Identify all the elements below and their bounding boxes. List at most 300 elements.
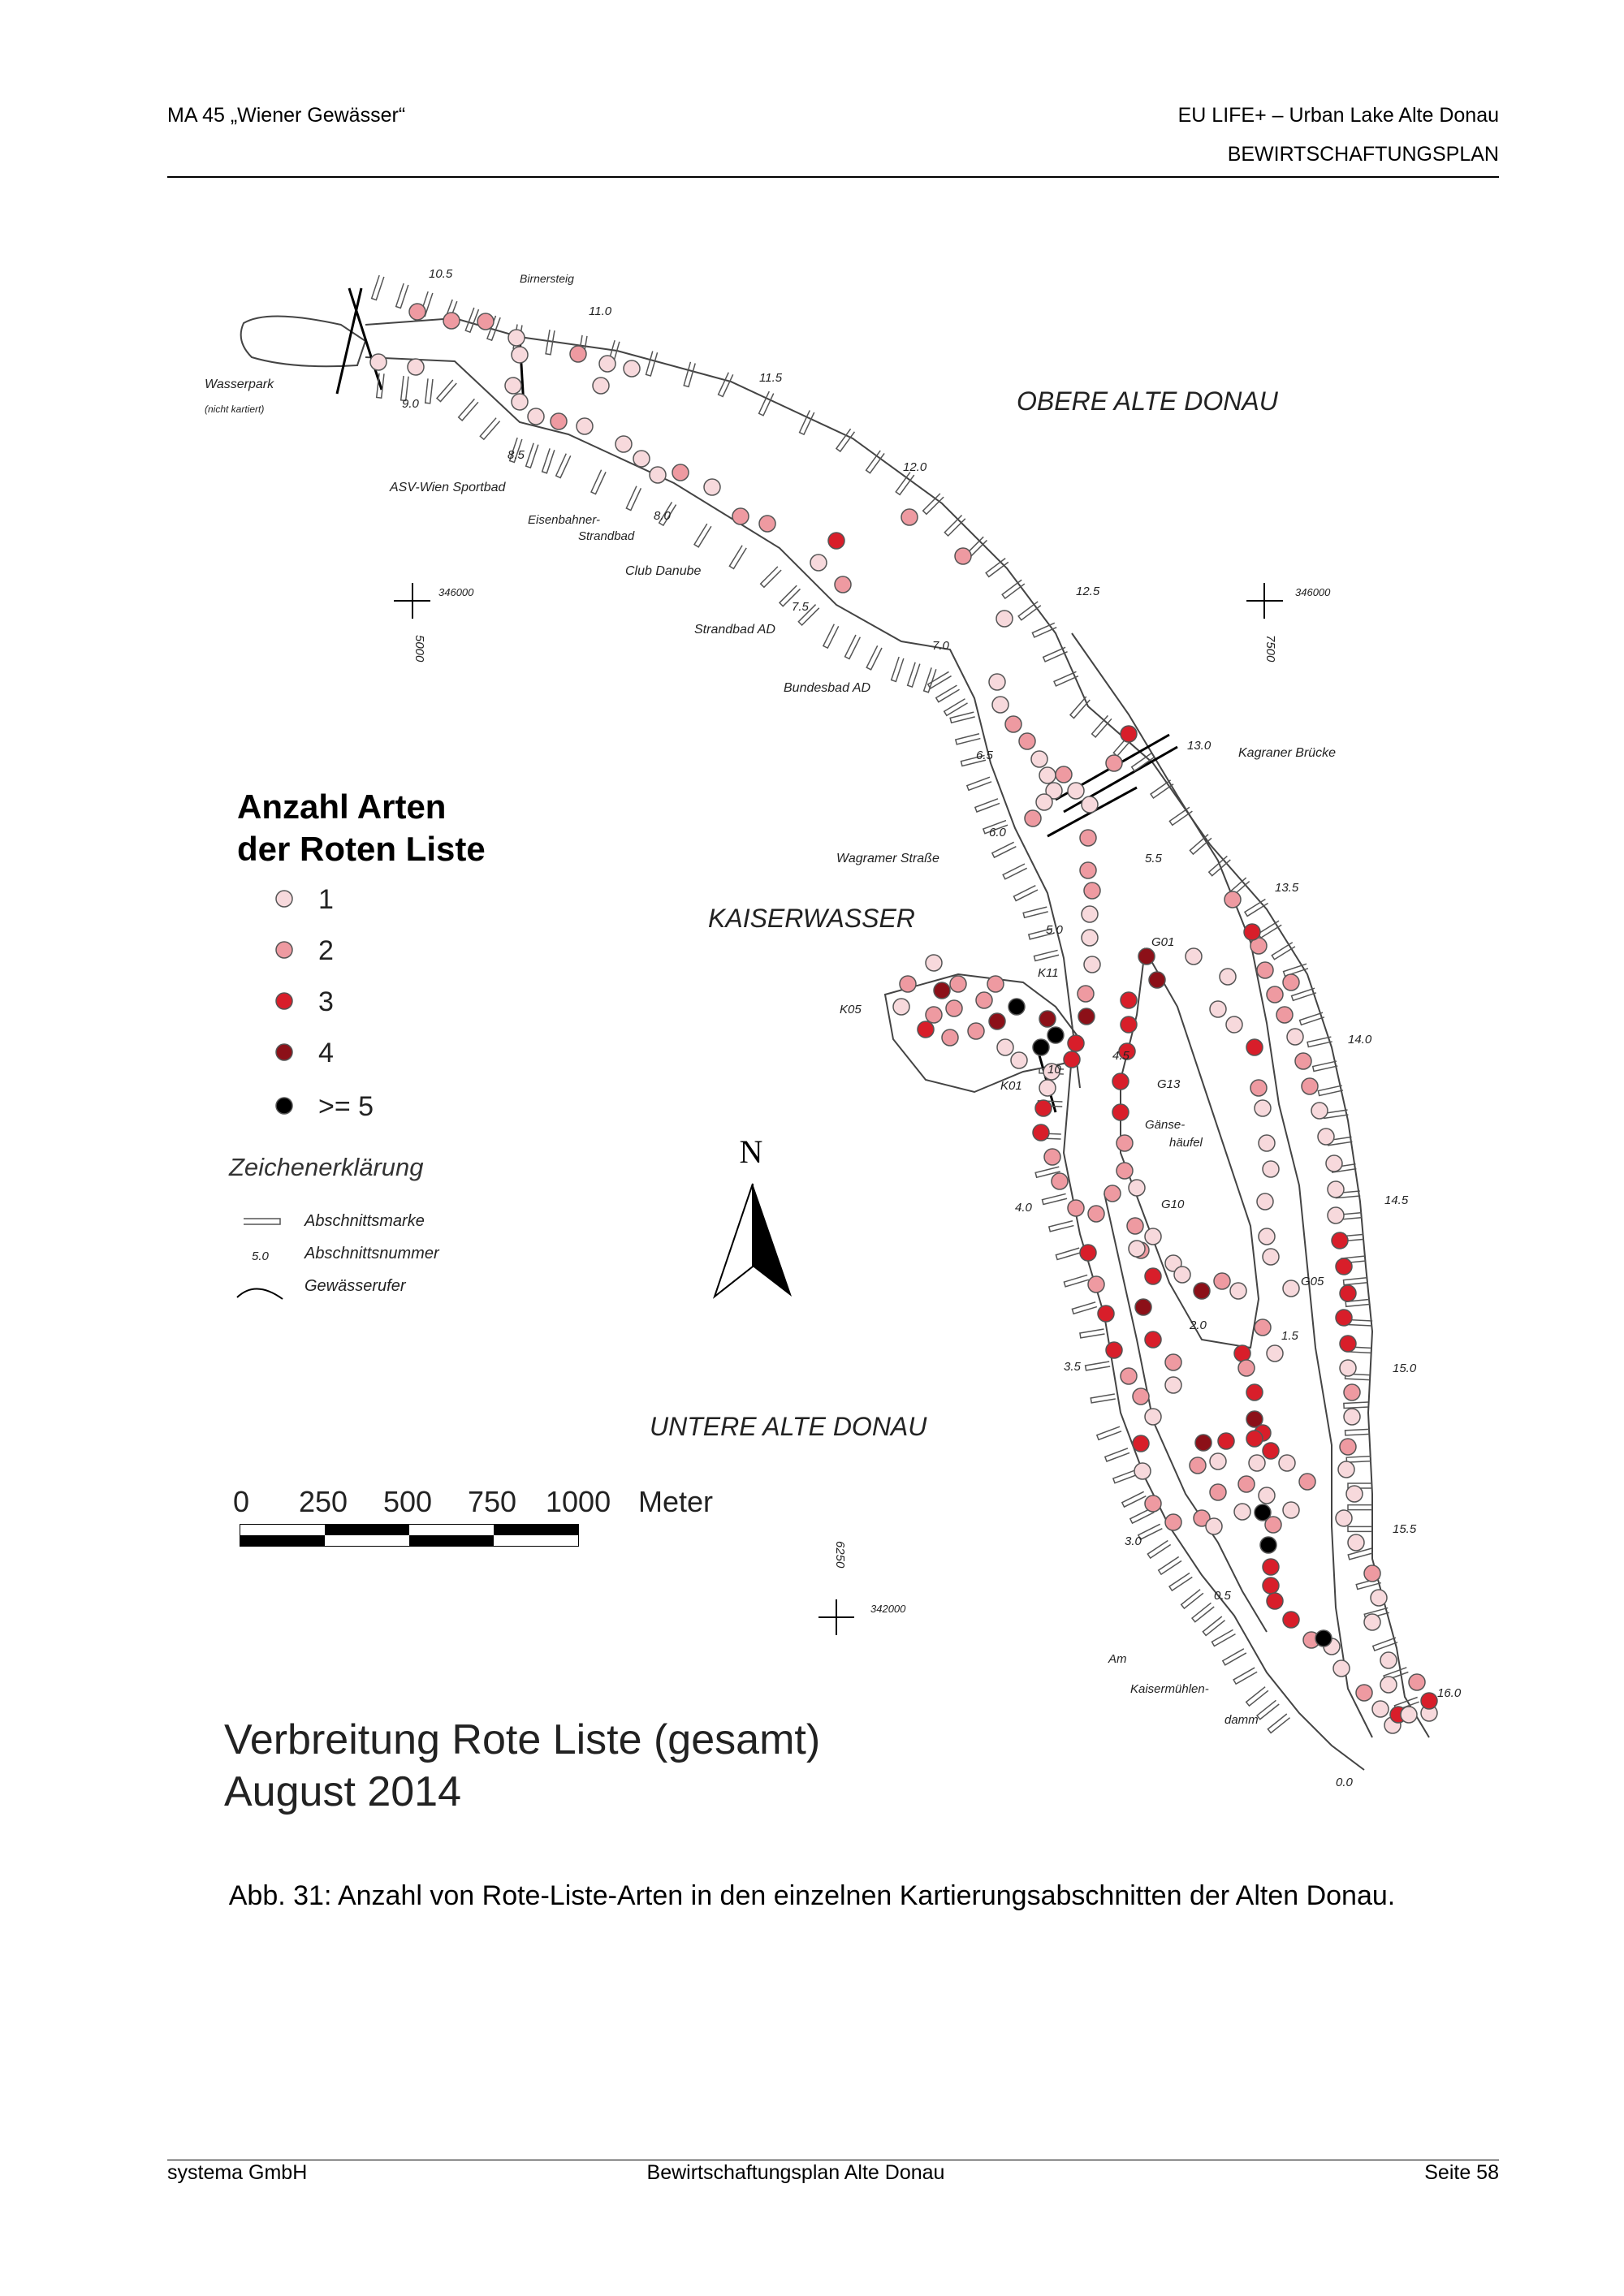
section-6-5: 6.5 — [976, 749, 993, 762]
sample-dot — [615, 436, 632, 452]
section-4-5: 4.5 — [1112, 1049, 1129, 1063]
sample-dot — [599, 356, 615, 372]
scale-bar — [233, 1485, 713, 1546]
section-marker — [1259, 921, 1282, 938]
footer-right: Seite 58 — [1424, 2161, 1499, 2184]
sample-dot — [1206, 1518, 1222, 1534]
section-marker — [1159, 1557, 1181, 1575]
sample-dot — [828, 533, 844, 549]
sample-dot — [1138, 948, 1155, 965]
sample-dot — [1084, 883, 1100, 899]
sample-dot — [1263, 1161, 1279, 1177]
section-15-0: 15.0 — [1393, 1362, 1417, 1375]
sample-dot — [1047, 1027, 1064, 1043]
section-5-5: 5.5 — [1145, 852, 1162, 865]
legend-label-4: 4 — [318, 1038, 334, 1068]
sample-dot — [1295, 1053, 1311, 1069]
sample-dot — [1336, 1310, 1352, 1326]
section-marker — [1344, 1402, 1368, 1408]
sample-dot — [1333, 1660, 1350, 1677]
section-marker — [1346, 1457, 1371, 1462]
sample-dot — [1263, 1577, 1279, 1594]
sample-dot — [1340, 1336, 1356, 1352]
sample-dot — [1068, 1200, 1084, 1216]
untere-inner-shore — [1104, 1193, 1267, 1632]
bridge-kagraner — [1056, 735, 1177, 812]
sample-dot — [926, 955, 942, 971]
sample-dot — [1068, 1035, 1084, 1051]
section-marker — [1122, 1491, 1147, 1507]
section-marker — [396, 283, 408, 308]
sample-dot — [1190, 1457, 1206, 1474]
sample-dot — [1116, 1163, 1133, 1179]
sample-dot — [1080, 862, 1096, 878]
sample-dot — [1044, 1149, 1060, 1165]
sample-dot — [926, 1007, 942, 1023]
region-untere: UNTERE ALTE DONAU — [650, 1412, 927, 1441]
sample-dot — [759, 516, 775, 532]
legend — [228, 788, 486, 1299]
section-marker — [437, 380, 456, 402]
grid-coord-1: 346000 — [438, 586, 474, 598]
sample-dot — [1364, 1614, 1380, 1630]
section-marker — [646, 352, 658, 376]
code-k05: K05 — [840, 1003, 862, 1016]
code-g13: G13 — [1157, 1077, 1181, 1091]
sample-dot — [1260, 1537, 1276, 1553]
sample-dot — [1263, 1559, 1279, 1575]
section-marker — [936, 685, 960, 702]
sample-dot — [1279, 1455, 1295, 1471]
sample-dot — [893, 999, 909, 1015]
section-marker — [556, 454, 571, 478]
sample-dot — [1246, 1384, 1263, 1400]
sample-dot — [987, 976, 1004, 992]
sample-dot — [1098, 1306, 1114, 1322]
sample-dot — [1210, 1453, 1226, 1470]
sample-dot — [1238, 1476, 1255, 1492]
section-1-5: 1.5 — [1281, 1329, 1298, 1343]
sample-dot — [1234, 1504, 1250, 1520]
sample-dot — [1039, 1080, 1056, 1096]
sample-dot — [570, 346, 586, 362]
section-marker — [928, 671, 952, 688]
sample-dot — [1257, 962, 1273, 978]
section-marker — [845, 635, 861, 659]
sample-dot — [1121, 992, 1137, 1008]
sample-dot — [1082, 906, 1098, 922]
sample-dot — [1145, 1268, 1161, 1284]
sample-dot — [1082, 930, 1098, 946]
sample-dot — [1263, 1443, 1279, 1459]
code-g01: G01 — [1151, 935, 1175, 949]
section-6-0: 6.0 — [989, 826, 1006, 839]
label-gaense-1: Gänse- — [1145, 1118, 1186, 1132]
sample-dot — [1336, 1510, 1352, 1526]
sample-dot — [1287, 1029, 1303, 1045]
sample-dot — [1348, 1534, 1364, 1551]
section-marker — [1043, 1193, 1068, 1204]
section-marker — [1086, 1362, 1111, 1370]
section-marker — [1002, 580, 1025, 598]
footer-left: systema GmbH — [167, 2161, 308, 2184]
sample-dot — [1165, 1354, 1181, 1370]
section-12-0: 12.0 — [903, 460, 927, 474]
section-marker — [1348, 1526, 1372, 1531]
legend-label-2: 2 — [318, 935, 334, 966]
section-marker — [372, 275, 384, 300]
section-marker — [1233, 1668, 1257, 1684]
sample-dot — [1033, 1039, 1049, 1055]
sample-dot — [1344, 1384, 1360, 1400]
section-marker — [967, 777, 991, 790]
section-marker — [944, 699, 968, 716]
section-marker — [1013, 886, 1038, 901]
section-marker — [1064, 1275, 1088, 1286]
label-am: Am — [1108, 1652, 1127, 1666]
sample-dot — [1249, 1455, 1265, 1471]
sample-dot — [810, 555, 827, 571]
sample-dot — [1220, 969, 1236, 985]
section-marker — [1313, 1061, 1338, 1071]
sample-dot — [1088, 1206, 1104, 1222]
sample-dot — [1036, 794, 1052, 810]
sample-dot — [1165, 1514, 1181, 1530]
sample-dot — [512, 347, 528, 363]
sample-dot — [704, 479, 720, 495]
section-marker — [1344, 1278, 1368, 1285]
sample-dot — [624, 360, 640, 377]
section-marker — [542, 448, 555, 473]
sample-dot — [1039, 767, 1056, 783]
sample-dot — [1116, 1135, 1133, 1151]
sample-dot — [1080, 830, 1096, 846]
section-10-5: 10.5 — [429, 267, 453, 281]
section-marker — [975, 799, 1000, 812]
label-eisenbahner-1: Eisenbahner- — [528, 513, 600, 527]
legend-symbol-1 — [276, 891, 292, 907]
sample-dot — [1133, 1435, 1149, 1452]
sample-dot — [1238, 1360, 1255, 1376]
sample-dot — [1174, 1267, 1190, 1283]
section-marker — [1049, 1221, 1074, 1232]
sample-dot — [1259, 1487, 1275, 1504]
section-marker — [1023, 907, 1048, 917]
sample-dot — [1230, 1283, 1246, 1299]
sample-dot — [1031, 751, 1047, 767]
sample-dot — [1009, 999, 1025, 1015]
sample-dot — [1356, 1685, 1372, 1701]
sample-dot — [1364, 1565, 1380, 1582]
section-marker — [1272, 943, 1295, 960]
sample-dot — [1315, 1630, 1332, 1646]
sample-dot — [505, 378, 521, 394]
sample-dot — [370, 354, 387, 370]
sample-dot — [1267, 986, 1283, 1003]
sample-dot — [1035, 1100, 1052, 1116]
section-marker — [1284, 964, 1308, 976]
sample-dot — [1121, 1368, 1137, 1384]
key-sample-number: 5.0 — [252, 1249, 269, 1263]
sample-dot — [1336, 1258, 1352, 1275]
sample-dot — [1344, 1409, 1360, 1425]
section-2-0: 2.0 — [1190, 1318, 1207, 1332]
section-marker — [1169, 1573, 1192, 1591]
section-13-5: 13.5 — [1275, 881, 1299, 895]
sample-dot — [1318, 1129, 1334, 1145]
sample-dot — [1121, 726, 1137, 742]
label-wasserpark: Wasserpark — [205, 378, 274, 391]
section-marker — [1097, 1426, 1121, 1439]
sample-dot — [1106, 1342, 1122, 1358]
sample-dot — [1127, 1218, 1143, 1234]
sample-dot — [1082, 796, 1098, 813]
section-marker — [1257, 1700, 1279, 1719]
sample-dot — [577, 418, 593, 434]
sample-dot — [1380, 1652, 1397, 1668]
sample-dot — [1194, 1283, 1210, 1299]
section-12-5: 12.5 — [1076, 585, 1100, 598]
section-marker — [950, 712, 975, 723]
sample-dot — [1025, 810, 1041, 826]
sample-dot — [1005, 716, 1021, 732]
sample-dot — [968, 1023, 984, 1039]
code-g05: G05 — [1301, 1275, 1324, 1288]
sample-dot — [1255, 1100, 1271, 1116]
sample-dot — [1372, 1701, 1389, 1717]
sample-dot — [1129, 1241, 1145, 1257]
north-label: N — [739, 1133, 763, 1170]
sample-dot — [1039, 1011, 1056, 1027]
sample-dot — [950, 976, 966, 992]
sample-dot — [1409, 1674, 1425, 1690]
section-marker — [719, 373, 733, 397]
section-marker — [944, 516, 965, 536]
scale-tick-1000: 1000 — [546, 1485, 611, 1518]
sample-dot — [672, 464, 689, 481]
section-5-0: 5.0 — [1046, 923, 1063, 937]
sample-dot — [1267, 1345, 1283, 1362]
sample-dot — [1135, 1299, 1151, 1315]
sample-dot — [633, 451, 650, 467]
section-8-0: 8.0 — [654, 509, 671, 523]
label-wagramer: Wagramer Straße — [836, 852, 939, 865]
section-marker — [1345, 1429, 1370, 1435]
section-16-0: 16.0 — [1437, 1686, 1462, 1700]
sample-dot — [1244, 924, 1260, 940]
grid-cross-1 — [394, 583, 430, 619]
sample-dot — [528, 408, 544, 425]
section-marker — [1043, 647, 1068, 662]
sample-dot — [1246, 1431, 1263, 1447]
section-7-5: 7.5 — [792, 600, 809, 614]
sample-dot — [1259, 1228, 1275, 1245]
sample-dot — [1145, 1228, 1161, 1245]
sample-dot — [1283, 1502, 1299, 1518]
sample-dot — [1234, 1345, 1250, 1362]
sample-dot — [1019, 733, 1035, 749]
key-item-shore: Gewässerufer — [304, 1277, 406, 1295]
sample-dot — [1011, 1052, 1027, 1068]
sample-dot — [1255, 1504, 1271, 1521]
section-marker — [1072, 1302, 1096, 1314]
sample-dot — [1033, 1124, 1049, 1141]
sample-dot — [992, 697, 1009, 713]
sample-dot — [1056, 766, 1072, 783]
scale-tick-250: 250 — [299, 1485, 348, 1518]
section-marker — [459, 399, 478, 421]
section-marker — [1018, 602, 1041, 620]
sample-dot — [1210, 1484, 1226, 1500]
section-marker — [823, 624, 839, 649]
label-asv: ASV-Wien Sportbad — [390, 481, 506, 494]
scale-tick-0: 0 — [233, 1485, 250, 1518]
code-k01: K01 — [1000, 1079, 1022, 1093]
section-marker — [956, 734, 981, 744]
section-13-0: 13.0 — [1187, 739, 1212, 753]
section-14-5: 14.5 — [1384, 1193, 1409, 1207]
section-marker — [1080, 1329, 1105, 1338]
footer-center: Bewirtschaftungsplan Alte Donau — [646, 2161, 945, 2184]
section-marker — [626, 486, 641, 511]
section-3-5: 3.5 — [1064, 1360, 1081, 1374]
label-club-danube: Club Danube — [625, 564, 702, 578]
legend-symbol-2 — [276, 942, 292, 958]
section-9-0: 9.0 — [402, 397, 419, 411]
inner-shore-1 — [365, 357, 1080, 1088]
section-marker — [1138, 1524, 1163, 1539]
section-marker — [1246, 1687, 1268, 1706]
sample-dot — [1145, 1409, 1161, 1425]
sample-dot — [1255, 1319, 1271, 1336]
legend-symbol-3 — [276, 993, 292, 1009]
section-marker — [1268, 1714, 1289, 1733]
sample-dot — [512, 394, 528, 410]
section-3-0: 3.0 — [1125, 1534, 1142, 1548]
label-strandbad-ad: Strandbad AD — [694, 623, 775, 637]
sample-dot — [1328, 1207, 1344, 1224]
key-item-number: Abschnittsnummer — [304, 1245, 439, 1262]
section-marker — [1169, 807, 1192, 825]
sample-dot — [1340, 1285, 1356, 1301]
header-left: MA 45 „Wiener Gewässer“ — [167, 104, 406, 127]
section-0-5: 0.5 — [1214, 1589, 1231, 1603]
section-14-0: 14.0 — [1348, 1033, 1372, 1047]
sample-dot — [918, 1021, 934, 1038]
sample-dot — [1283, 1612, 1299, 1628]
wasserpark-outline — [241, 316, 365, 366]
section-marker — [761, 567, 781, 587]
key-item-marker: Abschnittsmarke — [304, 1212, 425, 1230]
grid-coord-3: 342000 — [870, 1603, 906, 1615]
sample-dot — [835, 576, 851, 593]
sample-dot — [996, 611, 1013, 627]
section-marker — [684, 362, 695, 386]
sample-dot — [1276, 1007, 1293, 1023]
sample-dot — [1133, 1388, 1149, 1405]
legend-symbol-5 — [276, 1098, 292, 1114]
sample-dot — [1328, 1181, 1344, 1198]
section-marker — [1223, 1649, 1246, 1665]
section-marker — [1003, 864, 1027, 879]
sample-dot — [1380, 1677, 1397, 1693]
sample-dot — [1064, 1051, 1080, 1068]
sample-dot — [1121, 1016, 1137, 1033]
key-shore-sample — [237, 1288, 283, 1299]
section-marker — [480, 418, 499, 440]
legend-label-3: 3 — [318, 986, 334, 1017]
sample-dot — [1080, 1245, 1096, 1261]
sample-dot — [976, 992, 992, 1008]
sample-dot — [732, 508, 749, 524]
sample-dot — [1259, 1135, 1275, 1151]
figure-caption: Abb. 31: Anzahl von Rote-Liste-Arten in den einzelnen Kartierungsabschnitten der Alten Donau. — [228, 1880, 1396, 1911]
sample-dot — [1186, 948, 1202, 965]
sample-dot — [1326, 1155, 1342, 1172]
map-title-1: Verbreitung Rote Liste (gesamt) — [224, 1716, 821, 1763]
map-title-2: August 2014 — [224, 1768, 462, 1815]
sample-dot — [551, 413, 567, 429]
sample-dot — [443, 313, 460, 329]
section-4-0: 4.0 — [1015, 1201, 1032, 1215]
sample-dot — [989, 1013, 1005, 1029]
sample-dot — [1332, 1232, 1348, 1249]
code-k11: K11 — [1038, 966, 1059, 980]
grid-axis-2: 7500 — [1263, 635, 1277, 662]
section-marker — [1348, 1505, 1372, 1510]
sample-dot — [1088, 1276, 1104, 1293]
sample-dot — [1210, 1001, 1226, 1017]
sample-dot — [593, 378, 609, 394]
sample-dot — [1246, 1039, 1263, 1055]
sample-dot — [1134, 1463, 1151, 1479]
sample-dot — [1129, 1180, 1145, 1196]
sample-dot — [1052, 1173, 1068, 1189]
section-marker — [425, 378, 433, 403]
label-kagraner: Kagraner Brücke — [1238, 746, 1337, 760]
region-kaiserwasser: KAISERWASSER — [708, 904, 915, 933]
key-title: Zeichenerklärung — [229, 1153, 424, 1181]
grid-axis-3: 6250 — [833, 1541, 847, 1569]
sample-dot — [1149, 972, 1165, 988]
sample-dot — [1218, 1433, 1234, 1449]
scale-tick-750: 750 — [468, 1485, 517, 1518]
sample-dot — [1084, 956, 1100, 973]
section-marker — [1091, 1394, 1116, 1403]
sample-dot — [989, 674, 1005, 690]
scale-unit: Meter — [638, 1485, 714, 1518]
sample-dot — [1112, 1104, 1129, 1120]
section-marker — [866, 645, 882, 670]
sample-dot — [900, 976, 916, 992]
sample-dot — [955, 548, 971, 564]
label-damm: damm — [1224, 1713, 1259, 1727]
sample-dot — [1226, 1016, 1242, 1033]
header-right-title: EU LIFE+ – Urban Lake Alte Donau — [1177, 104, 1499, 127]
legend-title-2: der Roten Liste — [237, 830, 486, 868]
code-g10: G10 — [1161, 1198, 1185, 1211]
section-marker — [591, 470, 606, 494]
sample-dot — [997, 1039, 1013, 1055]
sample-dot — [1250, 1080, 1267, 1096]
legend-title-1: Anzahl Arten — [237, 788, 447, 826]
section-marker — [892, 657, 904, 681]
sample-dot — [1145, 1495, 1161, 1512]
section-0-0: 0.0 — [1336, 1776, 1353, 1789]
sample-dot — [1214, 1273, 1230, 1289]
section-marker — [465, 308, 478, 332]
section-marker — [526, 443, 538, 468]
